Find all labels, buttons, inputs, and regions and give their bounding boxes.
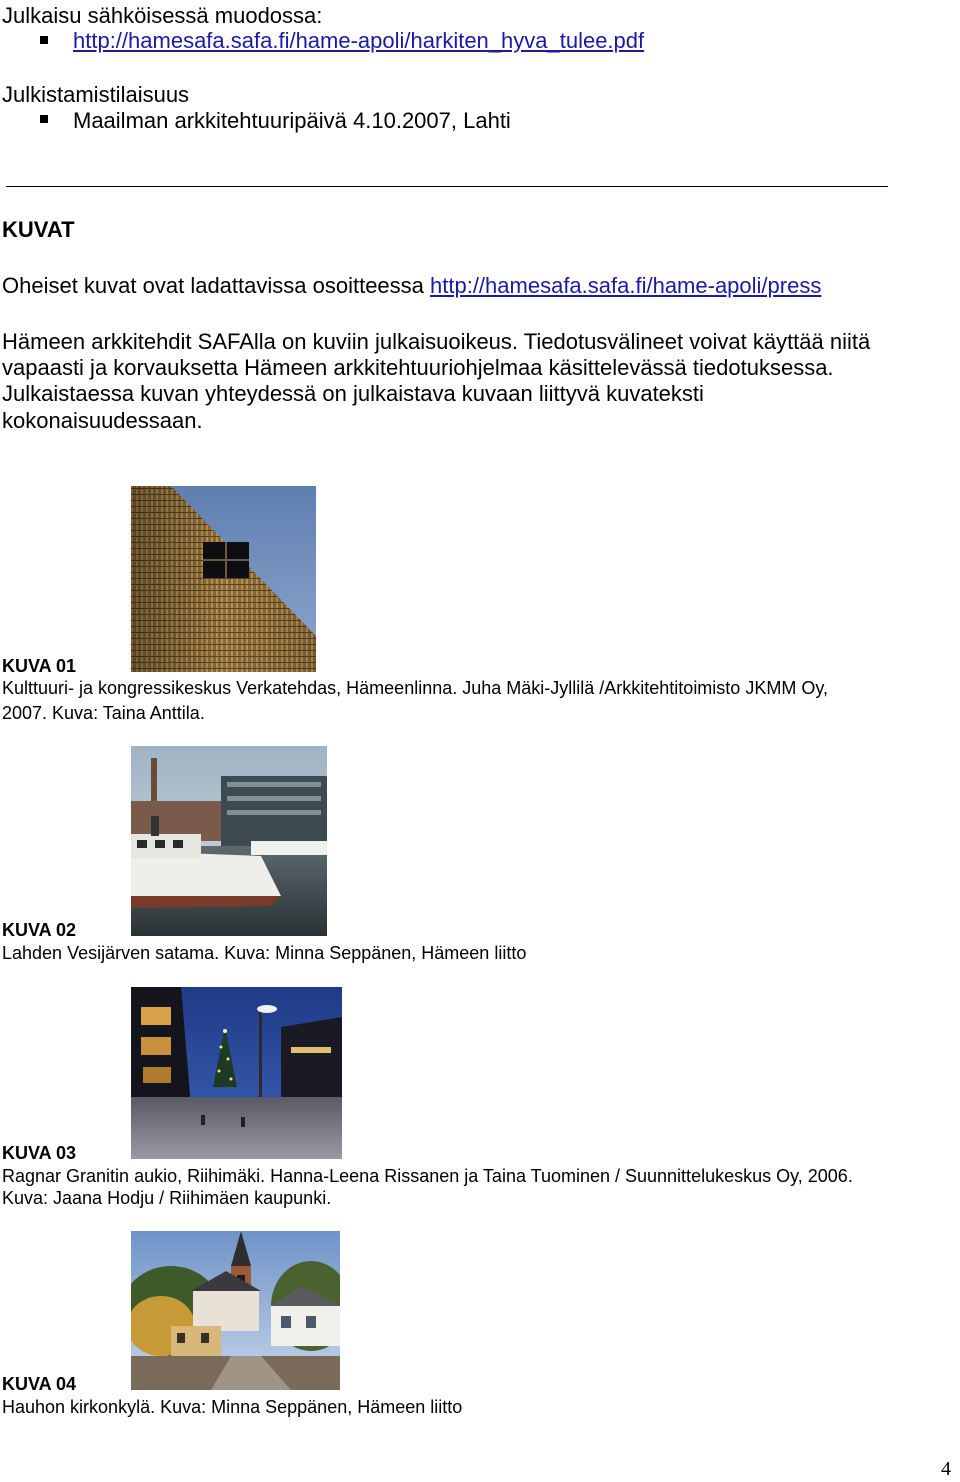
figure-caption: Hauhon kirkonkylä. Kuva: Minna Seppänen, Hämeen liitto (2, 1397, 463, 1417)
photo-granitin-aukio (131, 987, 342, 1159)
photo-hauho-village (131, 1231, 340, 1390)
figure-caption: Lahden Vesijärven satama. Kuva: Minna Seppänen, Hämeen liitto (2, 943, 527, 963)
publication-link[interactable]: http://hamesafa.safa.fi/hame-apoli/harkiten_hyva_tulee.pdf (73, 28, 645, 53)
section-title: KUVAT (2, 217, 75, 242)
figure-label: KUVA 03 (2, 1143, 77, 1163)
figure-caption: Kuva: Jaana Hodju / Riihimäen kaupunki. (2, 1188, 332, 1208)
event-heading: Julkistamistilaisuus (2, 82, 190, 107)
rights-line: Julkaistaessa kuvan yhteydessä on julkaistava kuvaan liittyvä kuvateksti (2, 381, 704, 406)
photo-vesijarvi-harbour (131, 746, 327, 936)
figure-label: KUVA 01 (2, 656, 77, 676)
press-link[interactable]: http://hamesafa.safa.fi/hame-apoli/press (430, 273, 822, 298)
figure-caption: Ragnar Granitin aukio, Riihimäki. Hanna-Leena Rissanen ja Taina Tuominen / Suunnittelukeskus Oy, 2006. (2, 1166, 853, 1186)
images-intro (2, 273, 821, 299)
bullet-icon (40, 115, 48, 123)
figure-caption: Kulttuuri- ja kongressikeskus Verkatehdas, Hämeenlinna. Juha Mäki-Jyllilä /Arkkitehtitoimisto JKMM Oy, (2, 678, 828, 698)
photo-verkatehdas (131, 486, 316, 672)
images-intro-text: Oheiset kuvat ovat ladattavissa osoitteessa (2, 273, 431, 298)
bullet-icon (40, 36, 48, 44)
figure-label: KUVA 04 (2, 1374, 77, 1394)
figure-caption: 2007. Kuva: Taina Anttila. (2, 703, 205, 723)
rights-line: Hämeen arkkitehdit SAFAlla on kuviin julkaisuoikeus. Tiedotusvälineet voivat käyttää niitä (2, 329, 871, 354)
figure-label: KUVA 02 (2, 920, 77, 940)
rights-line: vapaasti ja korvauksetta Hämeen arkkitehtuuriohjelmaa käsittelevässä tiedotuksessa. (2, 355, 834, 380)
event-item: Maailman arkkitehtuuripäivä 4.10.2007, Lahti (73, 108, 511, 133)
page-number: 4 (941, 1458, 951, 1480)
rights-line: kokonaisuudessaan. (2, 408, 203, 433)
horizontal-rule (6, 186, 888, 187)
publication-heading: Julkaisu sähköisessä muodossa: (2, 3, 323, 28)
